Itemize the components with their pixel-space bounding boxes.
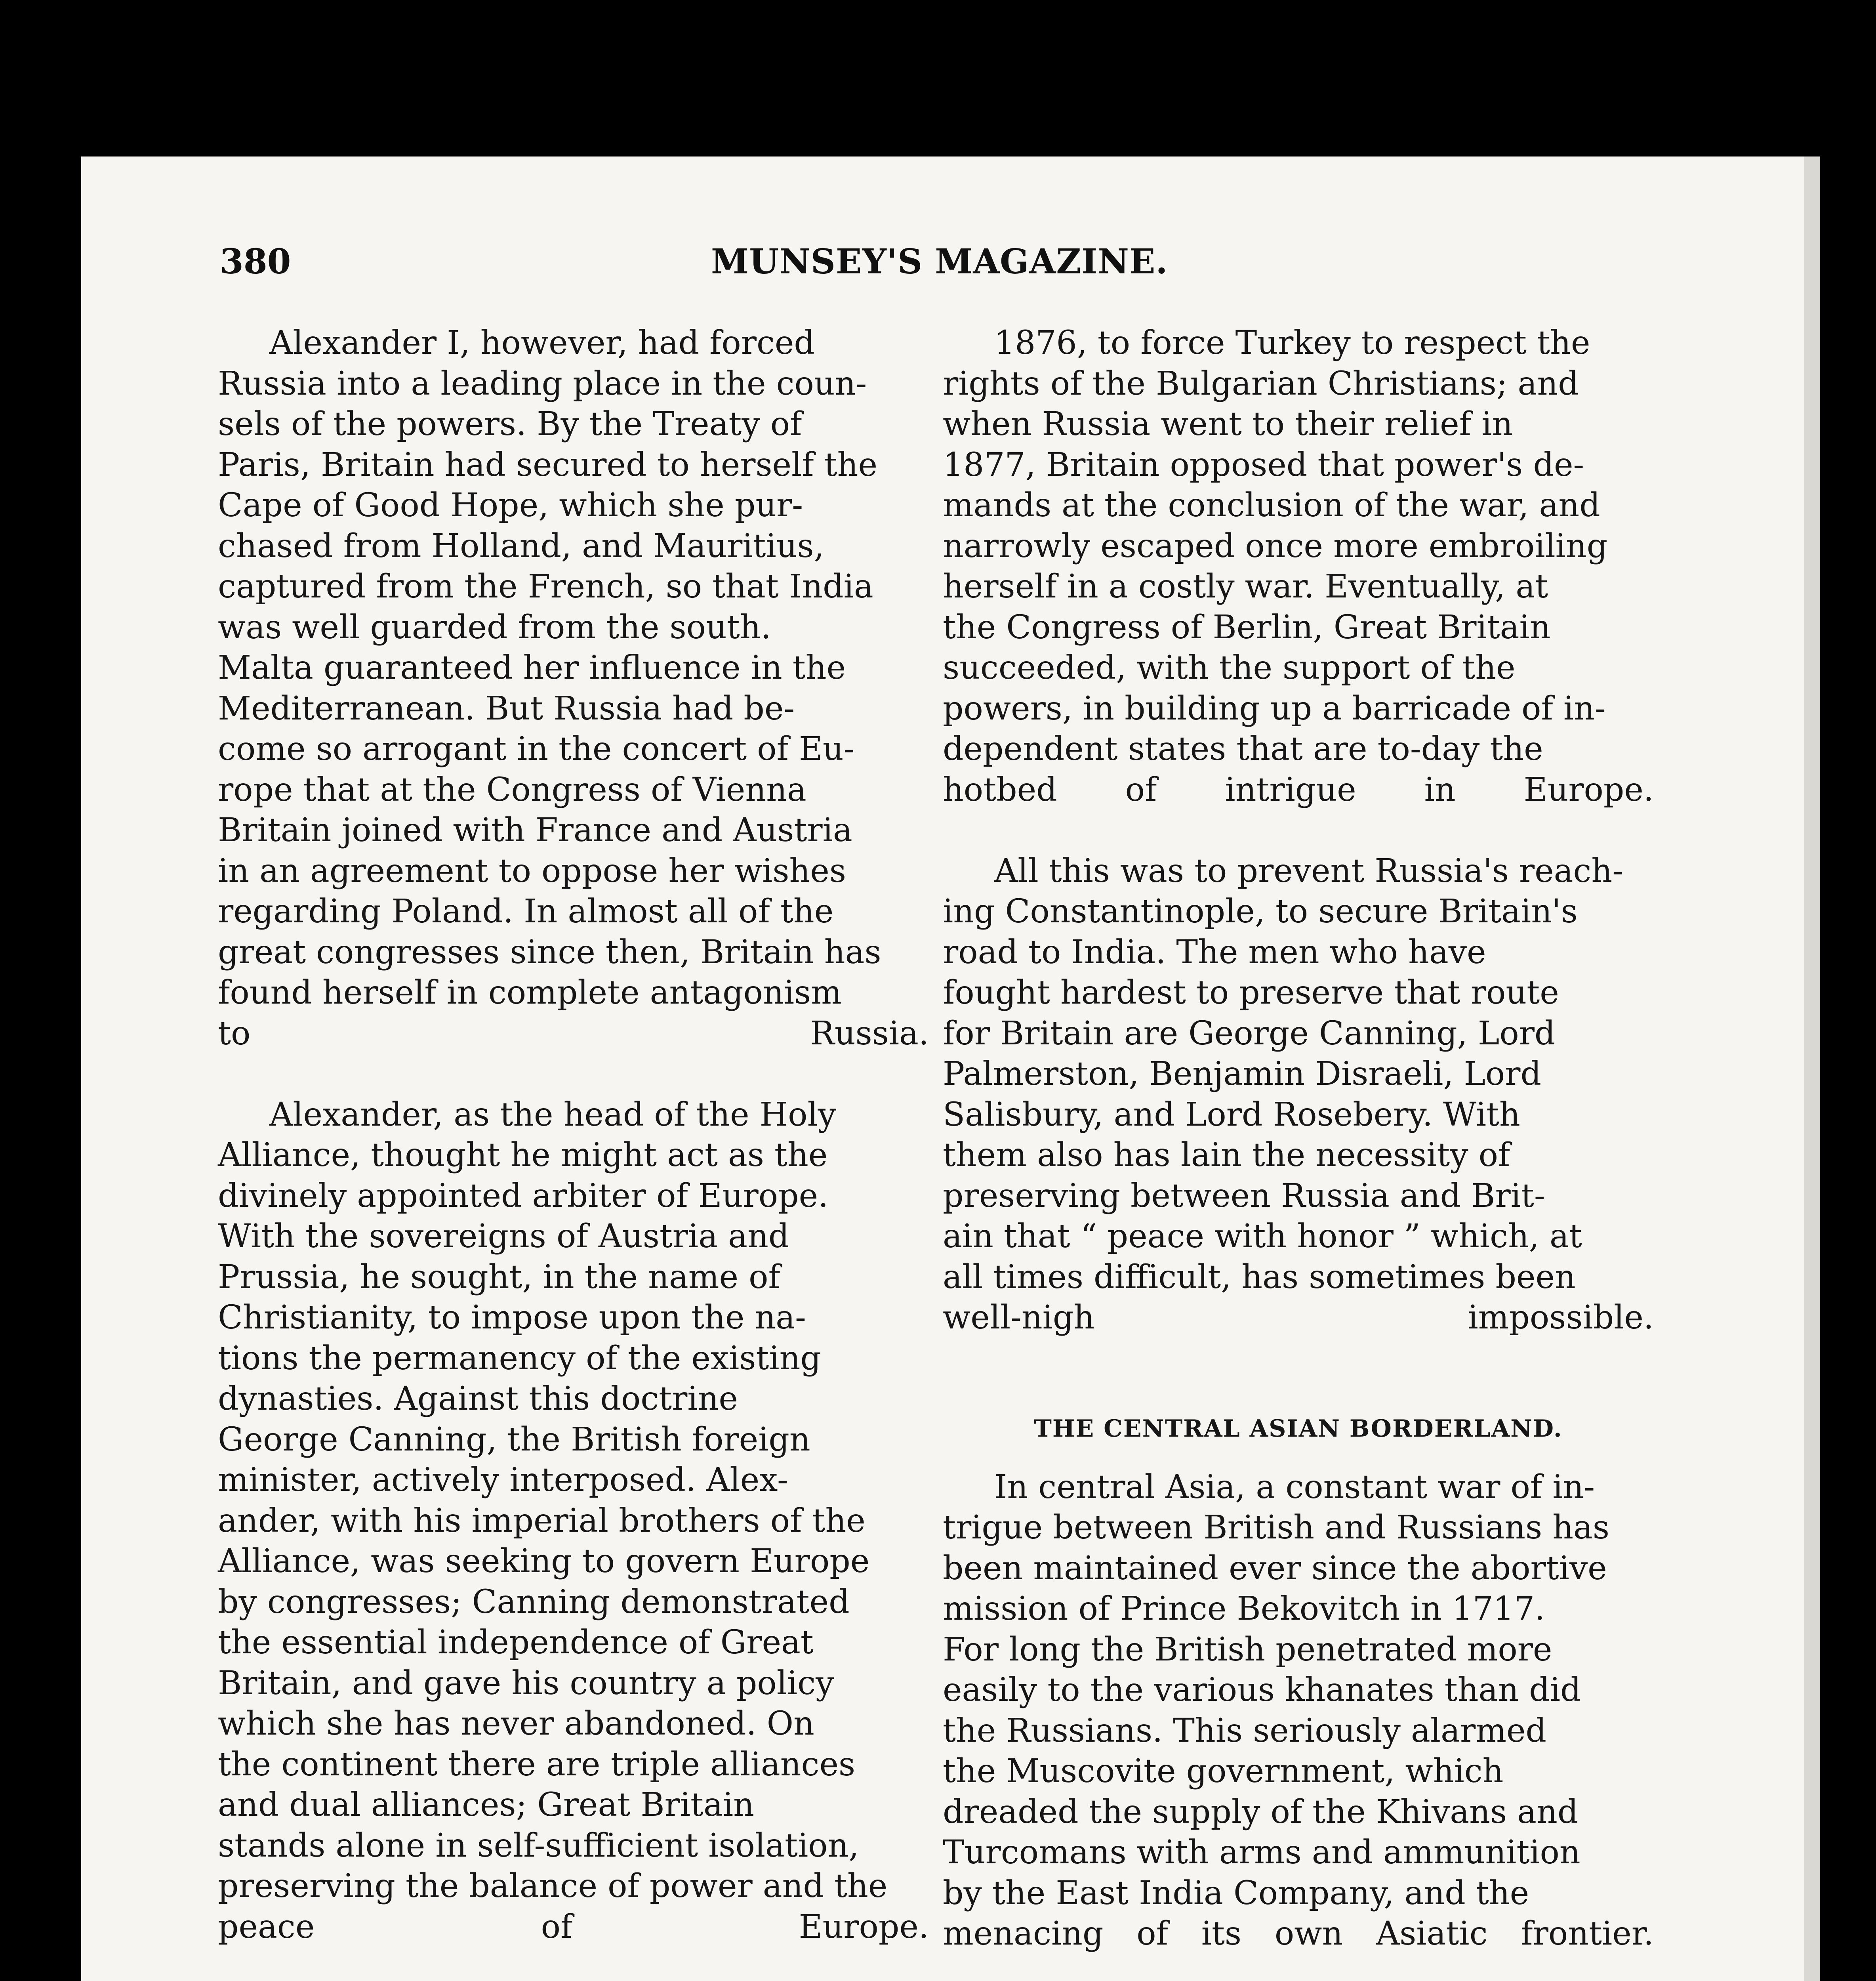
magazine-page (81, 156, 1804, 1981)
paragraph: Alexander, as the head of the Holy Alliance, thought he might act as the divinely appointed arbiter of Europe. With the sovereigns of Austria and Prussia, he sought, in the name of Christianity, to impose upon the na- tions the permanency of the existing dynasties. Against this doctrine George Canning, the British foreign minister, actively interposed. Alex- ander, with his imperial brothers of the Alliance, was seeking to govern Europe by congresses; Canning demonstrated the essential independence of Great Britain, and gave his country a policy which she has never abandoned. On the continent there are triple alliances and dual alliances; Great Britain stands alone in self-sufficient isolation, preserving the balance of power and the peace of Europe. (218, 1095, 929, 1946)
right-column (943, 323, 1654, 1981)
paragraph: All this was to prevent Russia's reach- ing Constantinople, to secure Britain's road to India. The men who have fought hardest to preserve that route for Britain are George Canning, Lord Palmerston, Benjamin Disraeli, Lord Salisbury, and Lord Rosebery. With them also has lain the necessity of preserving between Russia and Brit- ain that “ peace with honor ” which, at all times difficult, has sometimes been well-nigh impossible. (943, 852, 1654, 1336)
paragraph: Alexander I, however, had forced Russia into a leading place in the coun- sels of the powers. By the Treaty of Paris, Britain had secured to herself the Cape of Good Hope, which she pur- chased from Holland, and Mauritius, captured from the French, so that India was well guarded from the south. Malta guaranteed her influence in the Mediterranean. But Russia had be- come so arrogant in the concert of Eu- rope that at the Congress of Vienna Britain joined with France and Austria in an agreement to oppose her wishes regarding Poland. In almost all of the great congresses since then, Britain has found herself in complete antagonism to Russia. (218, 324, 929, 1052)
magazine-title: MUNSEY'S MAGAZINE. (711, 242, 1168, 282)
paragraph: In central Asia, a constant war of in- trigue between British and Russians has been maintained ever since the abortive mission of Prince Bekovitch in 1717. For long the British penetrated more easily to the various khanates than did the Russians. This seriously alarmed the Muscovite government, which dreaded the supply of the Khivans and Turcomans with arms and ammunition by the East India Company, and the menacing of its own Asiatic frontier. (943, 1468, 1654, 1952)
adjacent-page-edge (1804, 156, 1820, 1981)
page-number: 380 (220, 242, 291, 282)
running-head (220, 242, 1685, 293)
paragraph: 1876, to force Turkey to respect the rights of the Bulgarian Christians; and when Russia went to their relief in 1877, Britain opposed that power's de- mands at the conclusion of the war, and narrowly escaped once more embroiling herself in a costly war. Eventually, at the Congress of Berlin, Great Britain succeeded, with the support of the powers, in building up a barricade of in- dependent states that are to-day the hotbed of intrigue in Europe. (943, 324, 1654, 809)
left-column (218, 323, 929, 1981)
section-heading: THE CENTRAL ASIAN BORDERLAND. (1034, 1415, 1563, 1443)
